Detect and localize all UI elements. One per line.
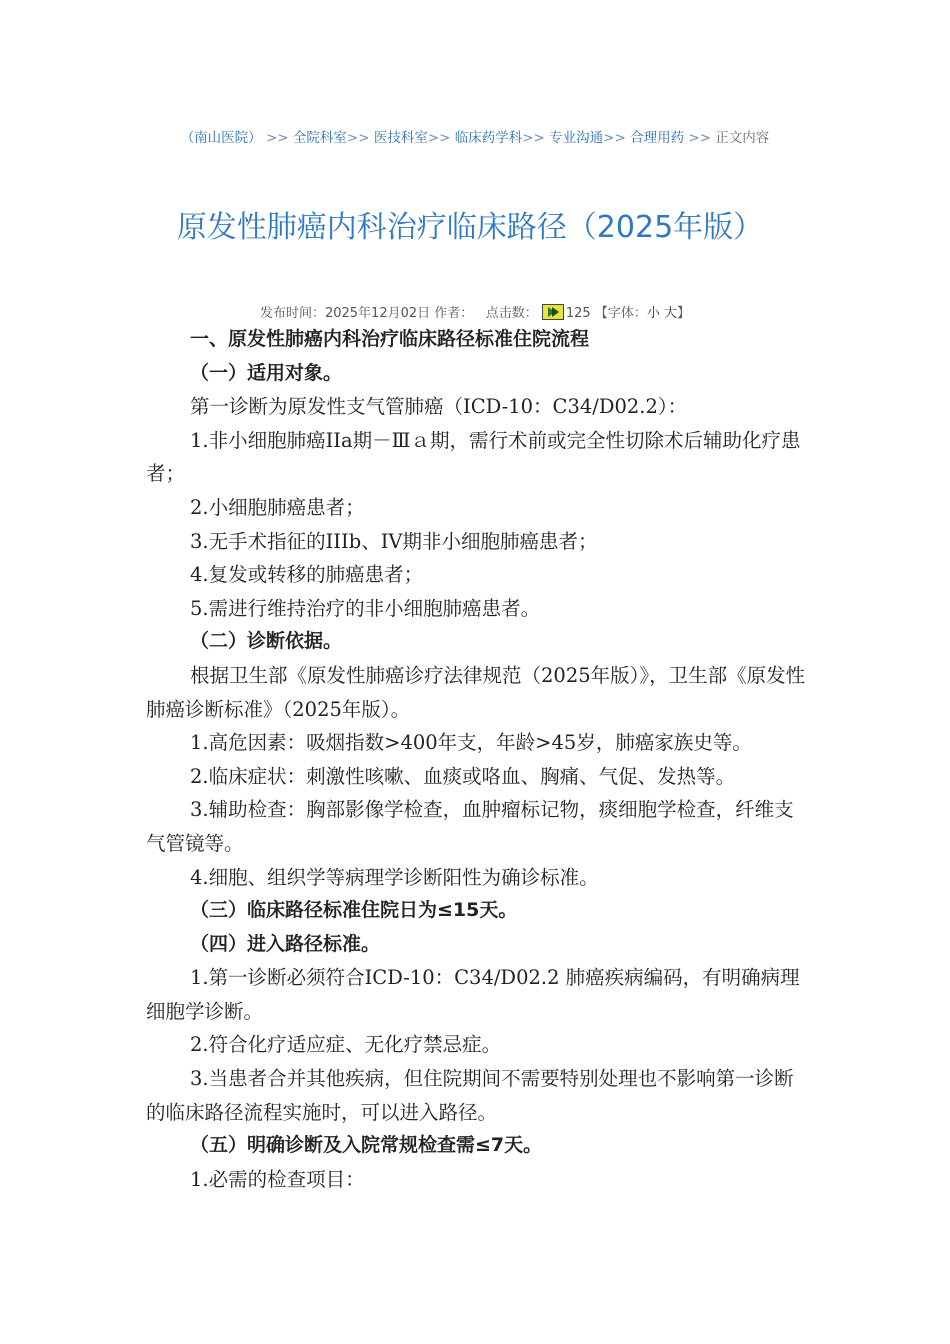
subsection-heading: （二）诊断依据。 — [190, 630, 343, 653]
breadcrumb-item-clinical-pharmacy[interactable]: 临床药学科 — [454, 130, 523, 146]
breadcrumb-separator: >> — [603, 130, 631, 146]
paragraph: 3.辅助检查：胸部影像学检查，血肿瘤标记物，痰细胞学检查，纤维支气管镜等。 — [146, 798, 794, 855]
paragraph: 1.第一诊断必须符合ICD-10：C34/D02.2 肺癌疾病编码，有明确病理细胞学诊断。 — [146, 966, 800, 1023]
paragraph: 2.小细胞肺癌患者； — [190, 495, 365, 519]
paragraph: 1.必需的检查项目： — [190, 1167, 365, 1191]
paragraph: 2.符合化疗适应症、无化疗禁忌症。 — [190, 1033, 502, 1057]
publish-label: 发布时间： — [259, 306, 325, 321]
hits-counter-icon — [542, 304, 564, 320]
breadcrumb-item-medical-tech[interactable]: 医技科室 — [373, 130, 428, 146]
breadcrumb-item-rational-drug-use[interactable]: 合理用药 — [630, 130, 685, 146]
font-small-button[interactable]: 小 — [646, 306, 660, 321]
hits-label: 点击数： — [485, 306, 538, 321]
paragraph: 根据卫生部《原发性肺癌诊疗法律规范（2025年版）》，卫生部《原发性肺癌诊断标准》（2025年版）。 — [146, 663, 806, 721]
breadcrumb — [0, 126, 950, 146]
breadcrumb-item-communication[interactable]: 专业沟通 — [549, 130, 604, 146]
font-large-button[interactable]: 大 — [664, 306, 678, 321]
breadcrumb-separator: >> — [522, 130, 550, 146]
font-size-label: 【字体： — [594, 306, 647, 321]
subsection-heading: （一）适用对象。 — [190, 361, 343, 384]
paragraph: 3.无手术指征的IIIb、IV期非小细胞肺癌患者； — [190, 529, 598, 553]
breadcrumb-item-all-departments[interactable]: 全院科室 — [292, 130, 347, 146]
author-label: 作者： — [434, 306, 474, 321]
subsection-heading: （五）明确诊断及入院常规检查需≤7天。 — [190, 1134, 543, 1157]
paragraph: 5.需进行维持治疗的非小细胞肺癌患者。 — [190, 596, 541, 620]
breadcrumb-separator: >> — [427, 130, 455, 146]
paragraph: 1.高危因素：吸烟指数>400年支，年龄>45岁，肺癌家族史等。 — [190, 731, 752, 755]
publish-date: 2025年12月02日 — [324, 306, 431, 321]
subsection-heading: （三）临床路径标准住院日为≤15天。 — [190, 899, 518, 922]
hits-count: 125 — [565, 306, 591, 321]
paragraph: 4.复发或转移的肺癌患者； — [190, 563, 424, 587]
breadcrumb-separator: >> — [261, 130, 293, 146]
paragraph: 2.临床症状：刺激性咳嗽、血痰或咯血、胸痛、气促、发热等。 — [190, 764, 736, 788]
paragraph: 4.细胞、组织学等病理学诊断阳性为确诊标准。 — [190, 865, 599, 889]
article-body — [146, 323, 810, 1196]
article-meta — [0, 302, 950, 321]
paragraph: 3.当患者合并其他疾病，但住院期间不需要特别处理也不影响第一诊断的临床路径流程实施时，可以进入路径。 — [146, 1067, 794, 1124]
paragraph: 1.非小细胞肺癌IIa期－Ⅲａ期，需行术前或完全性切除术后辅助化疗患者； — [146, 428, 801, 486]
breadcrumb-separator: >> — [346, 130, 374, 146]
section-heading: 一、原发性肺癌内科治疗临床路径标准住院流程 — [190, 328, 590, 350]
breadcrumb-separator: >> — [684, 130, 716, 146]
paragraph: 第一诊断为原发性支气管肺癌（ICD-10：C34/D02.2）： — [190, 395, 688, 419]
breadcrumb-current: 正文内容 — [715, 130, 770, 146]
breadcrumb-item-hospital[interactable]: （南山医院） — [180, 130, 262, 146]
font-size-close: 】 — [677, 306, 691, 321]
subsection-heading: （四）进入路径标准。 — [190, 932, 381, 955]
page-title: 原发性肺癌内科治疗临床路径（2025年版） — [176, 210, 764, 245]
